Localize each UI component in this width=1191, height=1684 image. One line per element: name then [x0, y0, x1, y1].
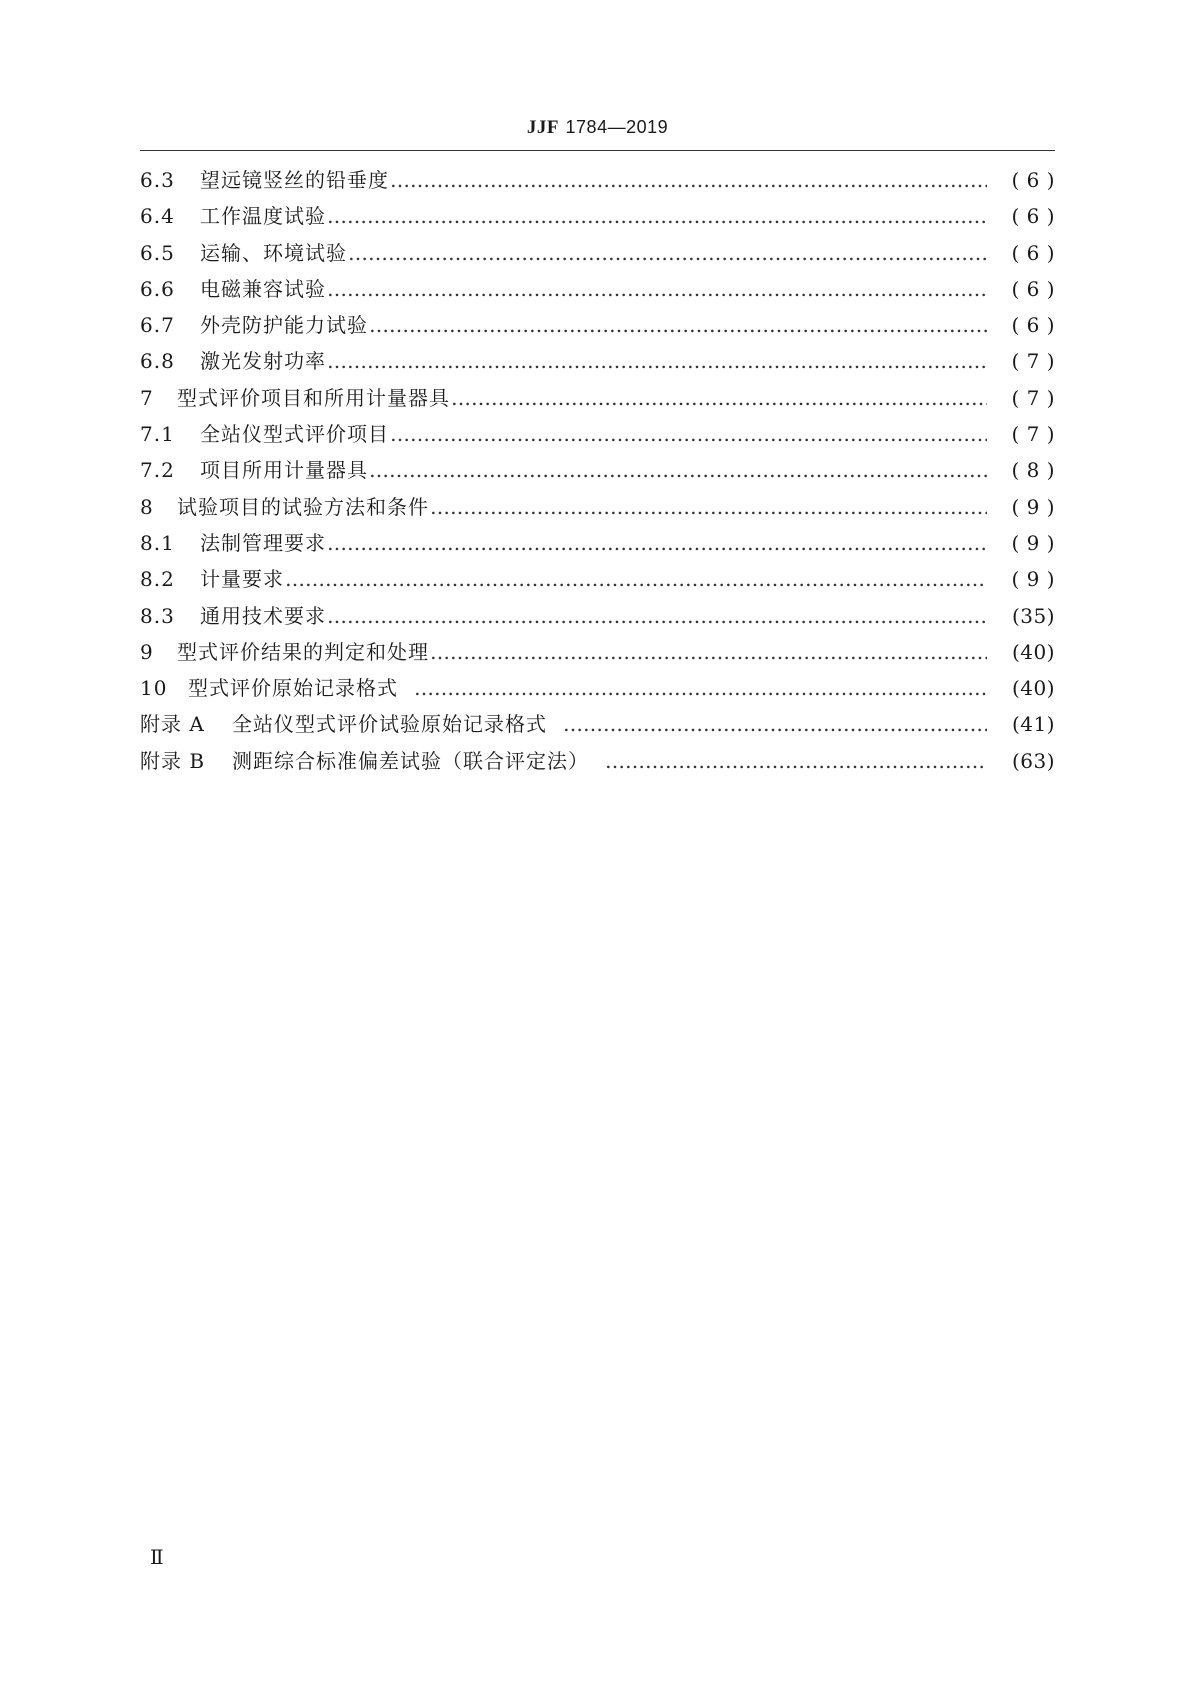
toc-entry-7-2[interactable] [140, 457, 1055, 493]
toc-title: 项目所用计量器具 [200, 458, 368, 483]
toc-entry-9[interactable] [140, 639, 1055, 675]
toc-leader-dots [430, 639, 987, 665]
toc-page-number: ( 7 ) [1011, 349, 1055, 374]
toc-leader-dots [369, 312, 987, 338]
toc-leader-dots [605, 748, 987, 774]
toc-number: 附录 B [140, 748, 206, 773]
toc-page-number: (35) [1011, 603, 1055, 628]
toc-leader-dots [285, 566, 987, 592]
toc-number: 6.4 [140, 204, 175, 229]
toc-number: 6.6 [140, 276, 175, 301]
toc-title: 通用技术要求 [200, 603, 326, 628]
toc-leader-dots [327, 603, 987, 629]
toc-entry-8[interactable] [140, 494, 1055, 530]
standard-number: 1784—2019 [565, 117, 669, 137]
toc-leader-dots [327, 348, 987, 374]
toc-entry-appendix-b[interactable] [140, 748, 1055, 784]
toc-title: 激光发射功率 [200, 349, 326, 374]
toc-entry-7-1[interactable] [140, 421, 1055, 457]
toc-entry-6-8[interactable] [140, 348, 1055, 384]
toc-entry-8-3[interactable] [140, 603, 1055, 639]
toc-entry-appendix-a[interactable] [140, 711, 1055, 747]
toc-entry-6-7[interactable] [140, 312, 1055, 348]
toc-title: 全站仪型式评价试验原始记录格式 [232, 712, 547, 737]
toc-page-number: (40) [1011, 639, 1055, 664]
toc-page-number: ( 6 ) [1011, 168, 1055, 192]
toc-page-number: ( 6 ) [1011, 313, 1055, 338]
toc-number: 9 [140, 639, 154, 664]
toc-number: 10 [140, 676, 168, 701]
toc-number: 8.1 [140, 530, 175, 555]
toc-number: 8.2 [140, 567, 175, 592]
toc-leader-dots [430, 494, 987, 520]
toc-number: 6.8 [140, 349, 175, 374]
toc-leader-dots [327, 530, 987, 556]
toc-entry-6-4[interactable] [140, 203, 1055, 239]
toc-page-number: (41) [1011, 712, 1055, 737]
toc-page-number: ( 6 ) [1011, 276, 1055, 301]
toc-entry-8-2[interactable] [140, 566, 1055, 602]
toc-entry-8-1[interactable] [140, 530, 1055, 566]
toc-page-number: ( 8 ) [1011, 458, 1055, 483]
toc-number: 附录 A [140, 712, 205, 737]
toc-title: 外壳防护能力试验 [200, 313, 368, 338]
toc-number: 7.2 [140, 458, 175, 483]
toc-title: 型式评价原始记录格式 [188, 676, 398, 701]
toc-number: 8.3 [140, 603, 175, 628]
toc-page-number: ( 7 ) [1011, 385, 1055, 410]
toc-entry-6-5[interactable] [140, 240, 1055, 276]
header-divider [140, 150, 1055, 151]
toc-title: 计量要求 [200, 567, 284, 592]
toc-number: 7 [140, 385, 154, 410]
toc-title: 运输、环境试验 [200, 240, 347, 265]
running-header [140, 116, 1055, 139]
toc-number: 7.1 [140, 422, 175, 447]
toc-leader-dots [563, 711, 987, 737]
toc-page-number: ( 7 ) [1011, 422, 1055, 447]
toc-page-number: ( 6 ) [1011, 204, 1055, 229]
toc-entry-6-6[interactable] [140, 276, 1055, 312]
toc-page-number: (40) [1011, 676, 1055, 701]
toc-title: 型式评价结果的判定和处理 [177, 639, 429, 664]
toc-page-number: ( 6 ) [1011, 240, 1055, 265]
toc-title: 电磁兼容试验 [200, 276, 326, 301]
toc-entry-7[interactable] [140, 385, 1055, 421]
toc-leader-dots [451, 385, 987, 411]
toc-leader-dots [414, 675, 987, 701]
toc-leader-dots [369, 457, 987, 483]
toc-title: 测距综合标准偏差试验（联合评定法） [232, 748, 589, 773]
toc-title: 法制管理要求 [200, 530, 326, 555]
toc-page-number: ( 9 ) [1011, 567, 1055, 592]
toc-title: 望远镜竖丝的铅垂度 [200, 168, 389, 192]
toc-leader-dots [327, 203, 987, 229]
table-of-contents [140, 167, 1055, 784]
toc-leader-dots [348, 240, 987, 266]
toc-title: 全站仪型式评价项目 [200, 422, 389, 447]
toc-title: 试验项目的试验方法和条件 [177, 494, 429, 519]
toc-number: 6.3 [140, 168, 175, 192]
toc-page-number: ( 9 ) [1011, 530, 1055, 555]
toc-entry-6-3[interactable] [140, 167, 1055, 203]
toc-title: 工作温度试验 [200, 204, 326, 229]
toc-entry-10[interactable] [140, 675, 1055, 711]
toc-title: 型式评价项目和所用计量器具 [177, 385, 450, 410]
standard-prefix: JJF [526, 117, 559, 138]
toc-leader-dots [327, 276, 987, 302]
toc-number: 6.5 [140, 240, 175, 265]
toc-number: 6.7 [140, 313, 175, 338]
toc-page-number: (63) [1011, 748, 1055, 773]
toc-leader-dots [390, 421, 987, 447]
toc-number: 8 [140, 494, 154, 519]
toc-page-number: ( 9 ) [1011, 494, 1055, 519]
toc-leader-dots [390, 167, 987, 193]
page-number-footer: Ⅱ [150, 1545, 164, 1569]
